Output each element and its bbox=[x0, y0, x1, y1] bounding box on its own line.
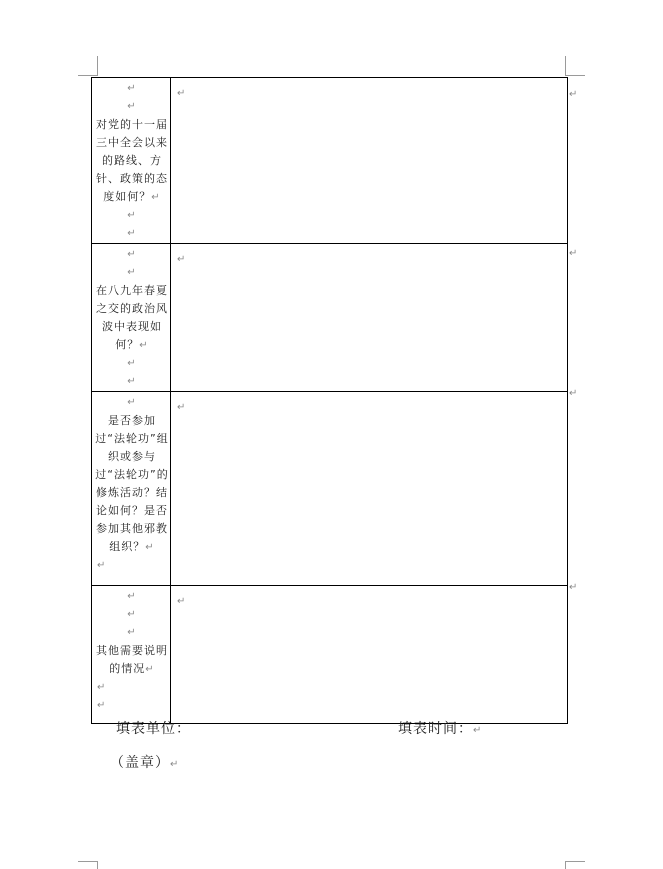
paragraph-mark-icon: ↵ bbox=[97, 700, 107, 711]
paragraph-mark-icon: ↵ bbox=[127, 397, 137, 408]
row-label: 是否参加过“法轮功”组织或参与过“法轮功”的修炼活动？结论如何？是否参加其他邪教组织？ bbox=[95, 414, 169, 553]
row-value-cell[interactable] bbox=[171, 78, 568, 244]
row-label-cell bbox=[92, 392, 171, 586]
fill-unit-label: 填表单位： bbox=[116, 721, 191, 737]
table-row bbox=[92, 78, 568, 244]
paragraph-mark-icon: ↵ bbox=[170, 759, 180, 770]
row-label: 其他需要说明的情况 bbox=[96, 644, 168, 675]
row-end-mark-icon: ↵ bbox=[569, 89, 578, 100]
crop-mark-top-right-h bbox=[566, 75, 585, 76]
row-label-cell bbox=[92, 586, 171, 724]
fill-time-label: 填表时间：↵ bbox=[398, 721, 483, 737]
paragraph-mark-icon: ↵ bbox=[151, 192, 161, 203]
row-end-mark-icon: ↵ bbox=[569, 582, 578, 593]
paragraph-mark-icon: ↵ bbox=[177, 254, 186, 265]
row-value-cell[interactable] bbox=[171, 586, 568, 724]
row-value-cell[interactable] bbox=[171, 392, 568, 586]
paragraph-mark-icon: ↵ bbox=[97, 560, 107, 571]
paragraph-mark-icon: ↵ bbox=[177, 402, 186, 413]
crop-mark-bottom-left-h bbox=[78, 861, 97, 862]
paragraph-mark-icon: ↵ bbox=[473, 725, 483, 736]
crop-mark-top-right-v bbox=[565, 56, 566, 76]
table-row bbox=[92, 392, 568, 586]
row-label-cell bbox=[92, 244, 171, 392]
political-review-form-table bbox=[91, 77, 568, 724]
paragraph-mark-icon: ↵ bbox=[127, 376, 137, 387]
paragraph-mark-icon: ↵ bbox=[127, 609, 137, 620]
paragraph-mark-icon: ↵ bbox=[127, 210, 137, 221]
paragraph-mark-icon: ↵ bbox=[139, 340, 149, 351]
row-end-mark-icon: ↵ bbox=[569, 388, 578, 399]
paragraph-mark-icon: ↵ bbox=[127, 228, 137, 239]
paragraph-mark-icon: ↵ bbox=[145, 542, 155, 553]
paragraph-mark-icon: ↵ bbox=[127, 83, 137, 94]
row-label: 对党的十一届三中全会以来的路线、方针、政策的态度如何？ bbox=[96, 118, 168, 203]
crop-mark-top-left-v bbox=[97, 56, 98, 76]
paragraph-mark-icon: ↵ bbox=[127, 627, 137, 638]
paragraph-mark-icon: ↵ bbox=[97, 682, 107, 693]
crop-mark-bottom-right-v bbox=[565, 861, 566, 869]
paragraph-mark-icon: ↵ bbox=[145, 664, 155, 675]
crop-mark-top-left-h bbox=[78, 75, 97, 76]
row-end-mark-icon: ↵ bbox=[569, 248, 578, 259]
paragraph-mark-icon: ↵ bbox=[127, 101, 137, 112]
seal-label: （盖章）↵ bbox=[110, 755, 180, 771]
table-row bbox=[92, 244, 568, 392]
paragraph-mark-icon: ↵ bbox=[177, 88, 186, 99]
paragraph-mark-icon: ↵ bbox=[127, 358, 137, 369]
row-label-cell bbox=[92, 78, 171, 244]
crop-mark-bottom-right-h bbox=[566, 861, 585, 862]
paragraph-mark-icon: ↵ bbox=[127, 249, 137, 260]
paragraph-mark-icon: ↵ bbox=[177, 596, 186, 607]
crop-mark-bottom-left-v bbox=[97, 861, 98, 869]
row-value-cell[interactable] bbox=[171, 244, 568, 392]
table-row bbox=[92, 586, 568, 724]
row-label: 在八九年春夏之交的政治风波中表现如何？ bbox=[96, 284, 168, 351]
paragraph-mark-icon: ↵ bbox=[127, 591, 137, 602]
paragraph-mark-icon: ↵ bbox=[127, 267, 137, 278]
